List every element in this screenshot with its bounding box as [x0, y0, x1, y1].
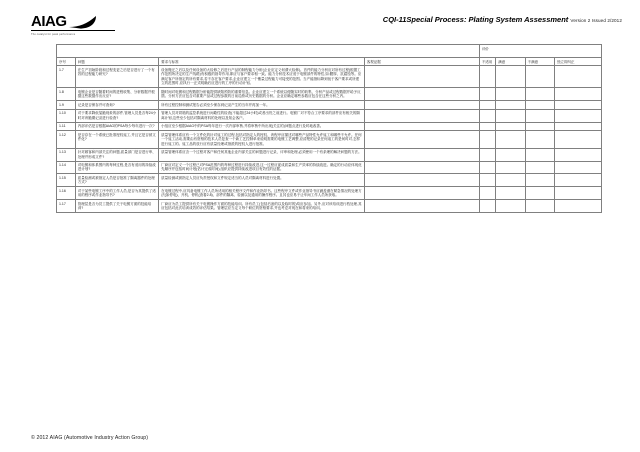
document-title	[383, 15, 622, 25]
column-header-row	[57, 58, 602, 66]
row-requirement: 小组应至少根据AIAG中的PSA每年进行一次内部审核,并将审核中所出现(关注的)问题点进行及时地改善。	[159, 122, 365, 130]
row-requirement: 质量管理体系应有一个文件化的针对返工的过程,包括对指定人的授权、该程序应描述对哪些产品特性允许返工和哪些不允许。任何一个返工活动,需要由有资格的技术人员复查一个新工艺控制单来说明需要的电镀工艺调整,应清楚的记录任何返工的是何时对,怎样进行返工的。返工品的放行应有质量经理或指派的授权人进行批准。	[159, 131, 365, 148]
column-header-immediate-action: 独立即纠正	[554, 58, 601, 66]
row-number: 1.14	[57, 161, 76, 174]
table-row	[57, 131, 602, 148]
column-header-no: 序号	[57, 58, 76, 66]
logo-divider	[31, 30, 115, 31]
table-header	[57, 45, 602, 66]
column-header-evidence: 客观证据	[364, 58, 479, 66]
aiag-logo	[31, 14, 151, 36]
row-requirement: 质量管理体系应含一个过程对客户和任何其他企业内部关注的问题进行记录、评审和处理,必须使用一个有条理的解决问题的方法。	[159, 148, 365, 161]
row-number: 1.7	[57, 66, 76, 88]
row-question: 电镀企业是否随着时间的进程收集、分析数据并根据这些数据作出反应?	[75, 88, 158, 101]
rating-satisfactory[interactable]	[496, 101, 525, 109]
row-number: 1.12	[57, 131, 76, 148]
rating-unsatisfactory[interactable]	[525, 88, 554, 101]
rating-satisfactory[interactable]	[496, 88, 525, 101]
rating-unsatisfactory[interactable]	[525, 187, 554, 200]
column-header-unsatisfactory: 不满意	[525, 58, 554, 66]
document-code: CQI-11	[382, 15, 407, 24]
row-number: 1.10	[57, 109, 76, 122]
rating-unsatisfactory[interactable]	[525, 174, 554, 187]
rating-immediate-action[interactable]	[554, 66, 601, 88]
row-evidence[interactable]	[364, 122, 479, 130]
table-row	[57, 148, 602, 161]
row-question: 对电镀和体系围内的每种过程,是否有适用的持续改进计划?	[75, 161, 158, 174]
rating-satisfactory[interactable]	[496, 131, 525, 148]
rating-immediate-action[interactable]	[554, 109, 601, 122]
rating-satisfactory[interactable]	[496, 187, 525, 200]
row-evidence[interactable]	[364, 200, 479, 213]
column-header-not-applicable: 不适用	[479, 58, 495, 66]
row-requirement: 随时间对电镀和过程数据分析能提供缺陷预防的重要信息。企业应建立一个系统以便随实时的收集、分析产品或过程数据并给予反馈。分析方法应包含对重要产品或过程参数的日前趋势或历史数据的分析。企业应确定哪些参数应包含在这些分析之内。	[159, 88, 365, 101]
rating-immediate-action[interactable]	[554, 131, 601, 148]
table-row	[57, 187, 602, 200]
row-question: 对于要求降低氢脆现象的部件,管理人员是否每24小时对该脆期记录进行检查?	[75, 109, 158, 122]
row-question: 管理层是否为员工提供了关于电镀方面的技能培训?	[75, 200, 158, 213]
rating-not-applicable[interactable]	[479, 187, 495, 200]
table-row	[57, 88, 602, 101]
logo-mark	[31, 14, 151, 29]
row-question: 是否存在一个系统已批准授权返工,并且它是否被文件化?	[75, 131, 158, 148]
table-row	[57, 66, 602, 88]
row-question: 记录是否保存并可查询?	[75, 101, 158, 109]
rating-immediate-action[interactable]	[554, 174, 601, 187]
column-header-requirement: 要求与标准	[159, 58, 365, 66]
row-number: 1.8	[57, 88, 76, 101]
row-evidence[interactable]	[364, 88, 479, 101]
rating-unsatisfactory[interactable]	[525, 101, 554, 109]
rating-unsatisfactory[interactable]	[525, 161, 554, 174]
rating-not-applicable[interactable]	[479, 148, 495, 161]
column-header-question: 问题	[75, 58, 158, 66]
row-evidence[interactable]	[364, 66, 479, 88]
assessment-table	[56, 44, 602, 213]
swoosh-icon	[69, 16, 97, 29]
rating-not-applicable[interactable]	[479, 109, 495, 122]
row-requirement: 厂商应为员工提供所有关于电镀操作方面的技能培训。所有员工(包括后备的以及临时的)均应参加。另外,应对该培训进行档处理,其应包括对此次培训成效的评估结果。管理层应当定义每个职位的资格要求,并也考虑对现在和将来的培训。	[159, 200, 365, 213]
row-question: 内部评估是否根据AIAG的PSA每少每年进行一次?	[75, 122, 158, 130]
rating-not-applicable[interactable]	[479, 66, 495, 88]
table-body	[57, 66, 602, 213]
row-number: 1.11	[57, 122, 76, 130]
rating-satisfactory[interactable]	[496, 161, 525, 174]
row-evidence[interactable]	[364, 161, 479, 174]
row-evidence[interactable]	[364, 148, 479, 161]
table-row	[57, 109, 602, 122]
row-requirement: 厂商应对定义一个过程已对PSA范围内的每种过程进行持续改进,这一过程应促成质量和生产效率的持续改进。确定的行动应体现优先顺序并包括时间计划(估计完成时间),组织应提供持续改进项目有效性的证据。	[159, 161, 365, 174]
row-question: 对于某些电镀工序中的工作人员,是否为其提供了适用的程序或作业指导书?	[75, 187, 158, 200]
row-requirement: 所有过程控制和测试报告必须至少保存到记录产生的当年并再加一年。	[159, 101, 365, 109]
rating-satisfactory[interactable]	[496, 66, 525, 88]
band-spacer	[57, 45, 480, 58]
eval-group-row	[57, 45, 602, 58]
row-evidence[interactable]	[364, 174, 479, 187]
table-row	[57, 161, 602, 174]
rating-not-applicable[interactable]	[479, 161, 495, 174]
row-evidence[interactable]	[364, 101, 479, 109]
row-evidence[interactable]	[364, 187, 479, 200]
rating-unsatisfactory[interactable]	[525, 200, 554, 213]
page-header	[0, 0, 640, 40]
rating-satisfactory[interactable]	[496, 174, 525, 187]
eval-group-label: 评价	[479, 45, 601, 58]
rating-unsatisfactory[interactable]	[525, 148, 554, 161]
logo-tagline: The catalyst for peak performance	[31, 32, 76, 36]
rating-immediate-action[interactable]	[554, 88, 601, 101]
row-requirement: 管理人员对烘箱的监控系统进行间歇性的检查(不能超过24小时)或者出货之前进行。电镀厂对不符合工序要求的部件应有相关的隔离计划,这些至少包括对隔离材料的处理以及知会客户。	[159, 109, 365, 122]
row-number: 1.17	[57, 200, 76, 213]
table-row	[57, 122, 602, 130]
row-question: 在生产初始阶段和过程变更之后是否进行了一个有效的过程能力研究?	[75, 66, 158, 88]
row-evidence[interactable]	[364, 109, 479, 122]
row-question: 质量检测或被指定人员是否批准了隔离器件的处理方式?	[75, 174, 158, 187]
document-version: Version 2 Issued 2/2012	[570, 18, 622, 23]
table-row	[57, 101, 602, 109]
rating-immediate-action[interactable]	[554, 101, 601, 109]
rating-not-applicable[interactable]	[479, 200, 495, 213]
row-requirement: 在电镀过程中,应具备电镀工作人员所适用的相关程序文件和作业指导书。这些程序文件或作业指导书应涵盖潜在紧急情况的处理方法(如停电)、开机、停机(查看2.8)、部件的隔离、检测以及通用的操作程序。且其也应易于让车间工作人员所获取。	[159, 187, 365, 200]
rating-immediate-action[interactable]	[554, 148, 601, 161]
row-number: 1.16	[57, 187, 76, 200]
row-number: 1.9	[57, 101, 76, 109]
rating-immediate-action[interactable]	[554, 187, 601, 200]
row-question: 针对顾客和内部关注的问题,质量部门是否进行审、处理并形成文件?	[75, 148, 158, 161]
rating-unsatisfactory[interactable]	[525, 122, 554, 130]
rating-immediate-action[interactable]	[554, 161, 601, 174]
page-footer: © 2012 AIAG (Automotive Industry Action Group)	[31, 435, 149, 441]
rating-unsatisfactory[interactable]	[525, 66, 554, 88]
rating-satisfactory[interactable]	[496, 200, 525, 213]
rating-unsatisfactory[interactable]	[525, 131, 554, 148]
rating-not-applicable[interactable]	[479, 88, 495, 101]
column-header-satisfactory: 满意	[496, 58, 525, 66]
rating-immediate-action[interactable]	[554, 122, 601, 130]
rating-not-applicable[interactable]	[479, 101, 495, 109]
row-number: 1.13	[57, 148, 76, 161]
document-name: Special Process: Plating System Assessment	[406, 15, 569, 24]
rating-not-applicable[interactable]	[479, 122, 495, 130]
row-requirement: 质量检测或被指定人员应负责授权和文件规定适当的人员对隔离材料进行处置。	[159, 174, 365, 187]
logo-wordmark: AIAG	[31, 13, 67, 30]
table-row	[57, 200, 602, 213]
row-number: 1.15	[57, 174, 76, 187]
row-evidence[interactable]	[364, 131, 479, 148]
rating-satisfactory[interactable]	[496, 109, 525, 122]
rating-satisfactory[interactable]	[496, 122, 525, 130]
rating-not-applicable[interactable]	[479, 174, 495, 187]
rating-not-applicable[interactable]	[479, 131, 495, 148]
rating-unsatisfactory[interactable]	[525, 109, 554, 122]
table-row	[57, 174, 602, 187]
row-requirement: 设备搬迁之后以及任何设备的大检修之后进行产品的制程能力分析(企业应定义何谓大检修)。首件的能力分析应对所有过程(根据工作范围所决定的生产线路)有积极的指导作用,即应与客户要求相一致。能力分析技术应适于电镀部件的特性,如:膜厚、抗腐蚀等。应满足客户所指定的所有要求,若不存在客户要求,企业应建立一个衡量过程能力可接受的范围。当产能指标降到低于客户要求或所建立的范围时,应执行一正式明确后应进行的工序的行动计划。	[159, 66, 365, 88]
rating-satisfactory[interactable]	[496, 148, 525, 161]
rating-immediate-action[interactable]	[554, 200, 601, 213]
